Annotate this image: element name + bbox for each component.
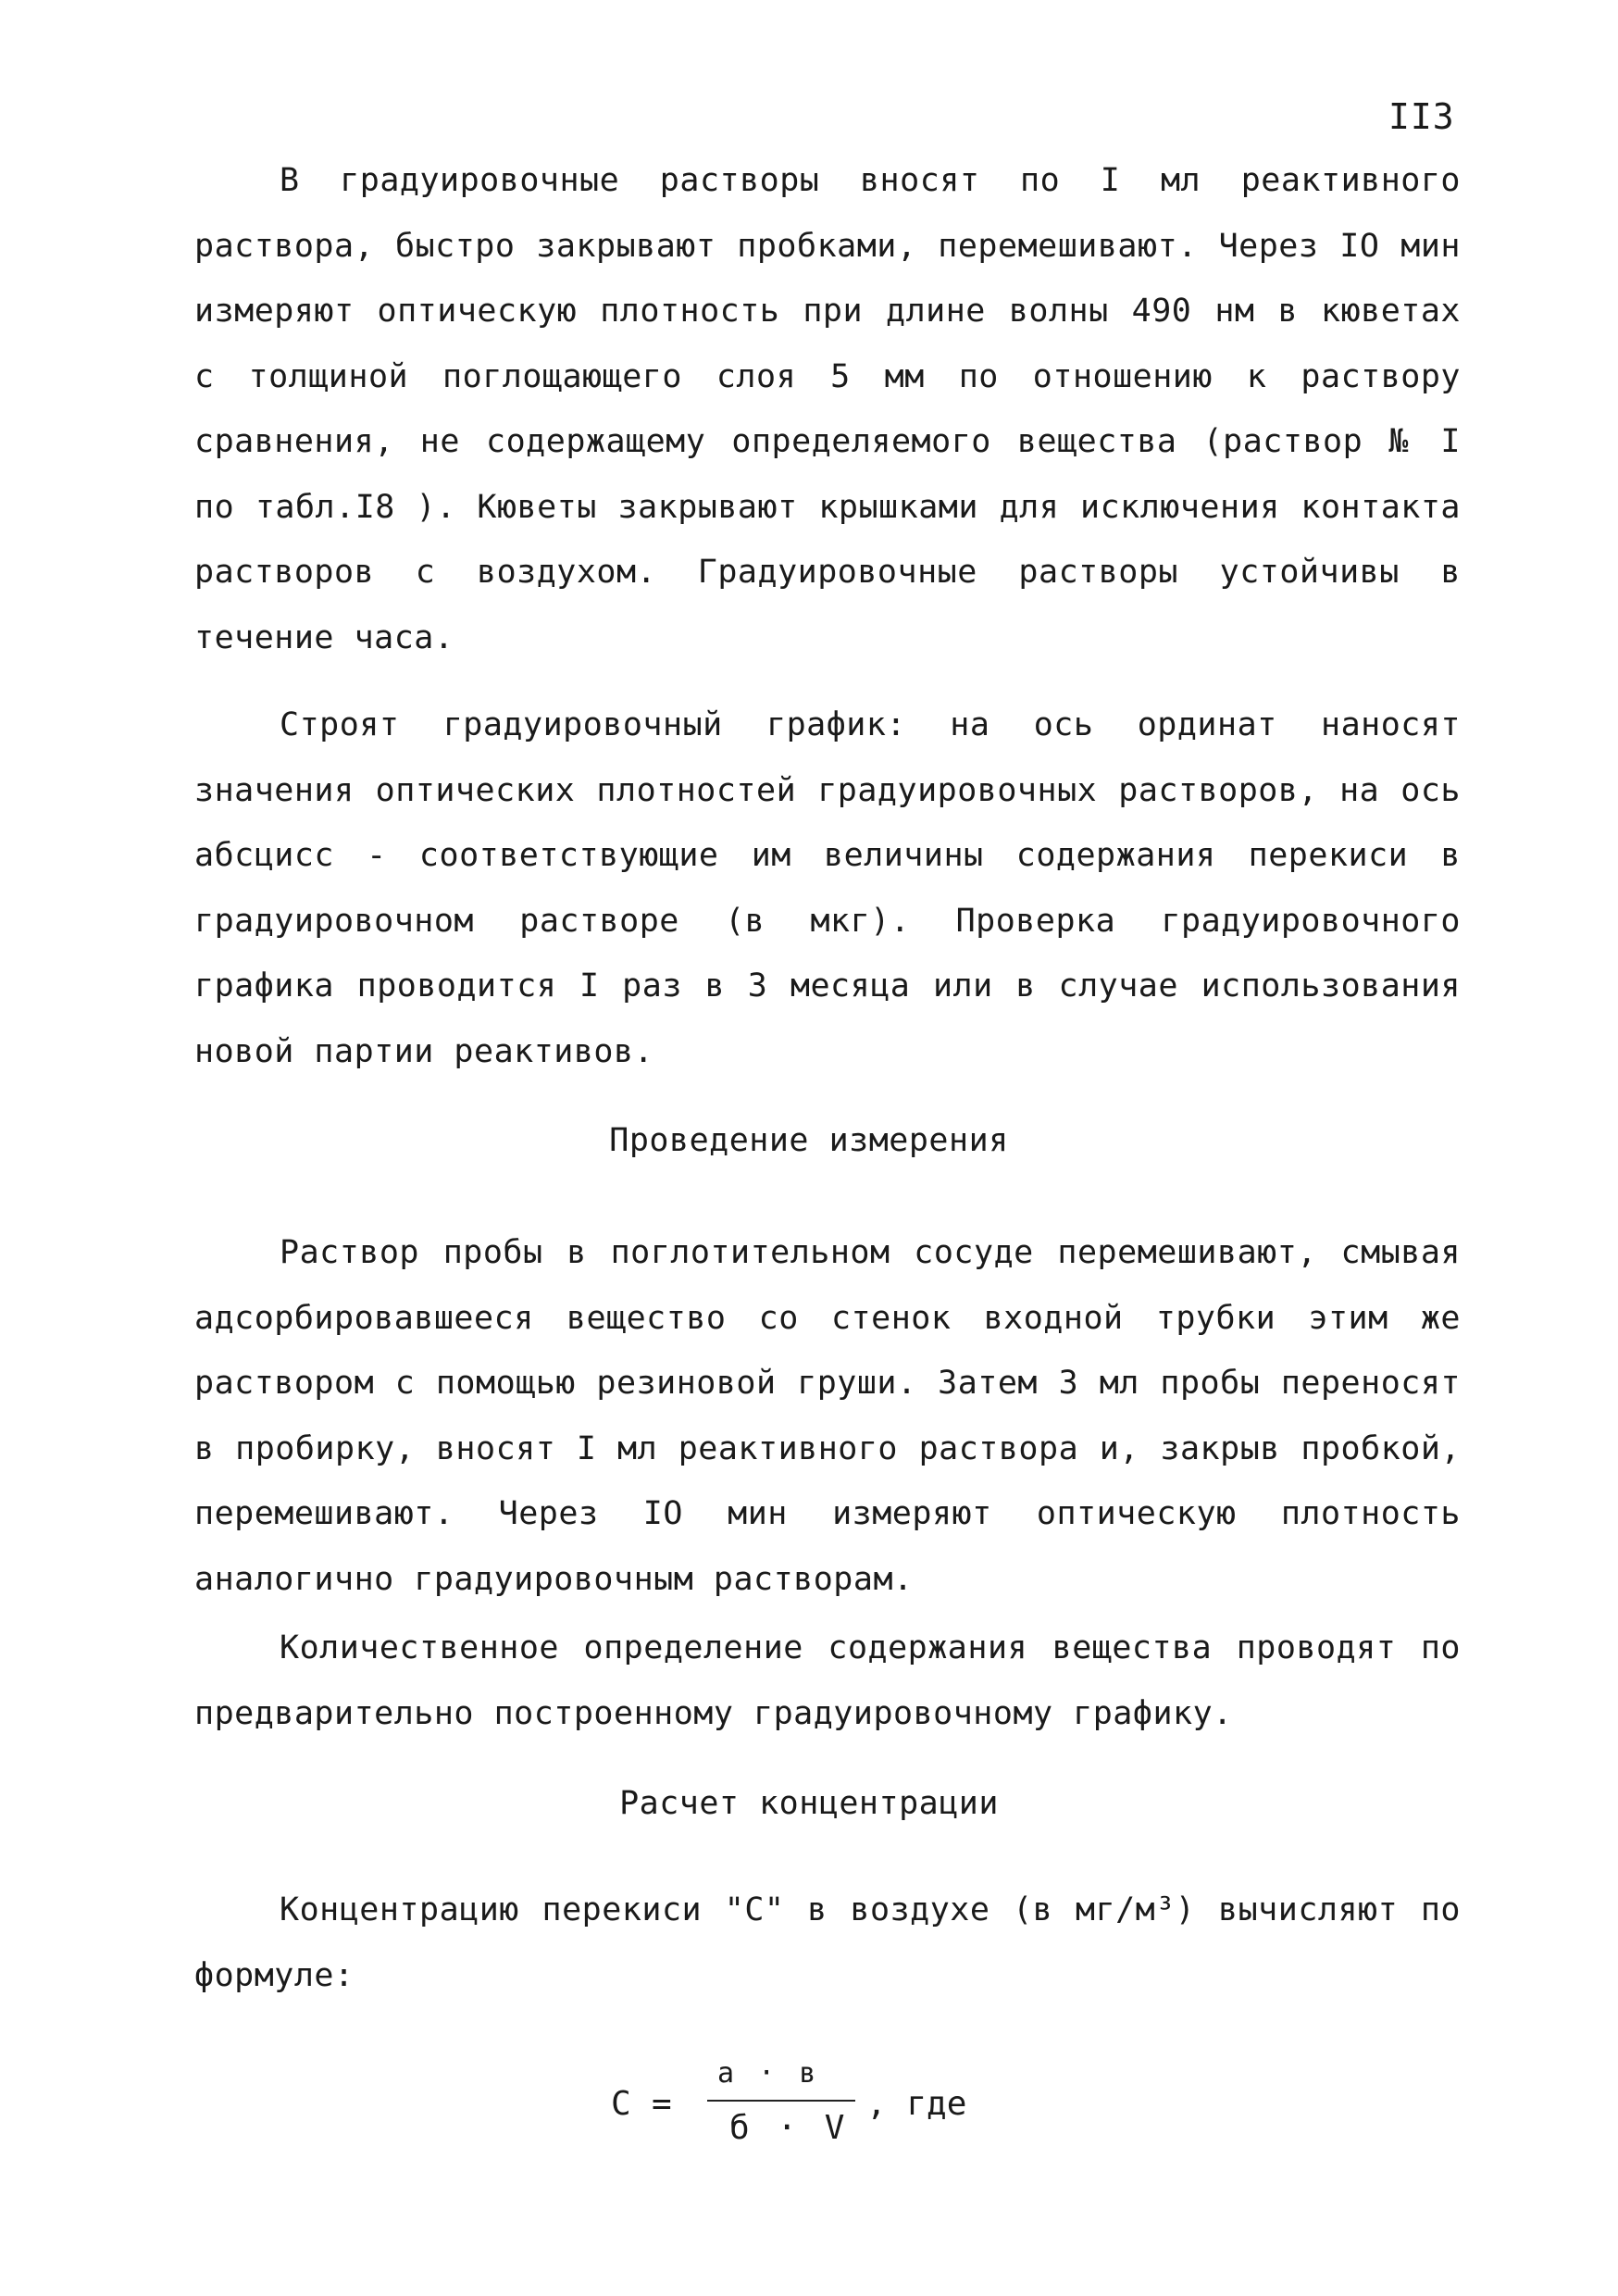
paragraph-sample-procedure: Раствор пробы в поглотительном сосуде перемешивают, смывая адсорбировавшееся вещество со стенок входной трубки этим же раствором с помощью резиновой груши. Затем 3 мл пробы переносят в пробирку, вносят I мл реактивного раствора и, закрыв пробкой, перемешивают. Через IO мин измеряют оптическую плотность аналогично градуировочным растворам. [194, 1234, 1461, 1598]
formula-fraction-bar [707, 2100, 855, 2102]
paragraph-concentration-formula-intro: Концентрацию перекиси "С" в воздухе (в мг/м³) вычисляют по формуле: [194, 1891, 1461, 1994]
page-number: II3 [1388, 96, 1455, 137]
formula-equals-sign: = [652, 2085, 672, 2123]
formula-where-label: , где [866, 2085, 967, 2123]
paragraph-quantitative-determination: Количественное определение содержания вещества проводят по предварительно построенному градуировочному графику. [194, 1629, 1461, 1732]
formula-numerator: а · в [717, 2057, 820, 2090]
formula-lhs: С [611, 2085, 631, 2123]
section-heading-measurement: Проведение измерения [609, 1122, 1009, 1159]
concentration-formula [611, 2055, 1074, 2166]
paragraph-calibration-measurement: В градуировочные растворы вносят по I мл реактивного раствора, быстро закрывают пробками, перемешивают. Через IO мин измеряют оптическую плотность при длине волны 490 нм в кюветах с толщиной поглощающего слоя 5 мм по отношению к раствору сравнения, не содержащему определяемого вещества (раствор № I по табл.I8 ). Кюветы закрывают крышками для исключения контакта растворов с воздухом. Градуировочные растворы устойчивы в течение часа. [194, 162, 1461, 656]
formula-denominator: б · V [729, 2109, 849, 2147]
section-heading-calculation: Расчет концентрации [619, 1785, 999, 1822]
paragraph-calibration-graph: Строят градуировочный график: на ось ординат наносят значения оптических плотностей градуировочных растворов, на ось абсцисс - соответствующие им величины содержания перекиси в градуировочном растворе (в мкг). Проверка градуировочного графика проводится I раз в 3 месяца или в случае использования новой партии реактивов. [194, 706, 1461, 1070]
